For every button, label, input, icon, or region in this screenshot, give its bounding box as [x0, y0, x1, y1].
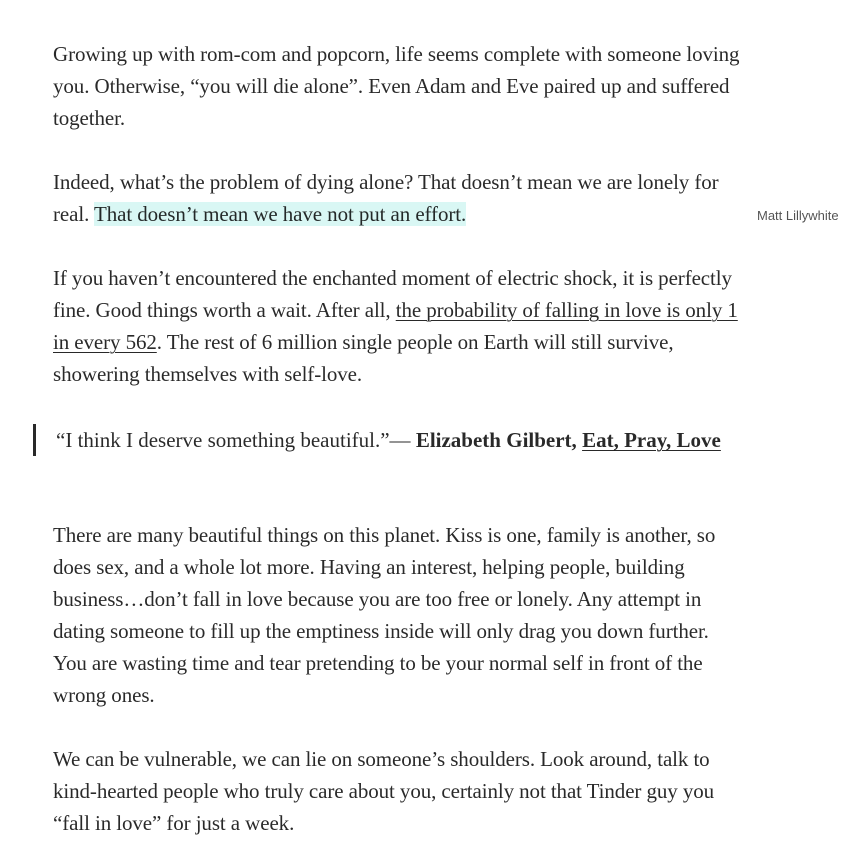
paragraph-1: Growing up with rom-com and popcorn, life seems complete with someone loving you. Otherwise, “you will die alone”. Even Adam and Eve paired up and suffered together.: [53, 42, 740, 130]
probability-link[interactable]: the probability of falling in love is only 1 in every 562: [53, 298, 738, 354]
paragraph-3-text-start: If you haven’t encountered the enchanted moment of electric shock, it is perfectly fine. Good things worth a wait. After all,: [53, 266, 732, 322]
highlighted-text[interactable]: That doesn’t mean we have not put an effort.: [94, 202, 467, 226]
quote-author: Elizabeth Gilbert,: [415, 428, 583, 452]
pull-quote: [33, 424, 736, 456]
highlight-author[interactable]: Matt Lillywhite: [757, 208, 839, 223]
paragraph-3: [53, 262, 743, 390]
quote-text: “I think I deserve something beautiful.”—: [56, 428, 416, 452]
paragraph-5: We can be vulnerable, we can lie on someone’s shoulders. Look around, talk to kind-hearted people who truly care about you, certainly not that Tinder guy you “fall in love” for just a week.: [53, 747, 715, 835]
paragraph-4: There are many beautiful things on this planet. Kiss is one, family is another, so does sex, and a whole lot more. Having an interest, helping people, building business…don’t fall in love because you are too free or lonely. Any attempt in dating someone to fill up the emptiness inside will only drag you down further. You are wasting time and tear pretending to be your normal self in front of the wrong ones.: [53, 523, 716, 707]
quote-book-link[interactable]: Eat, Pray, Love: [582, 428, 721, 452]
paragraph-2-text: Indeed, what’s the problem of dying alone? That doesn’t mean we are lonely for real.: [53, 170, 719, 226]
paragraph-2: [53, 166, 743, 230]
paragraph-3-text-end: . The rest of 6 million single people on Earth will still survive, showering themselves with self-love.: [53, 330, 674, 386]
